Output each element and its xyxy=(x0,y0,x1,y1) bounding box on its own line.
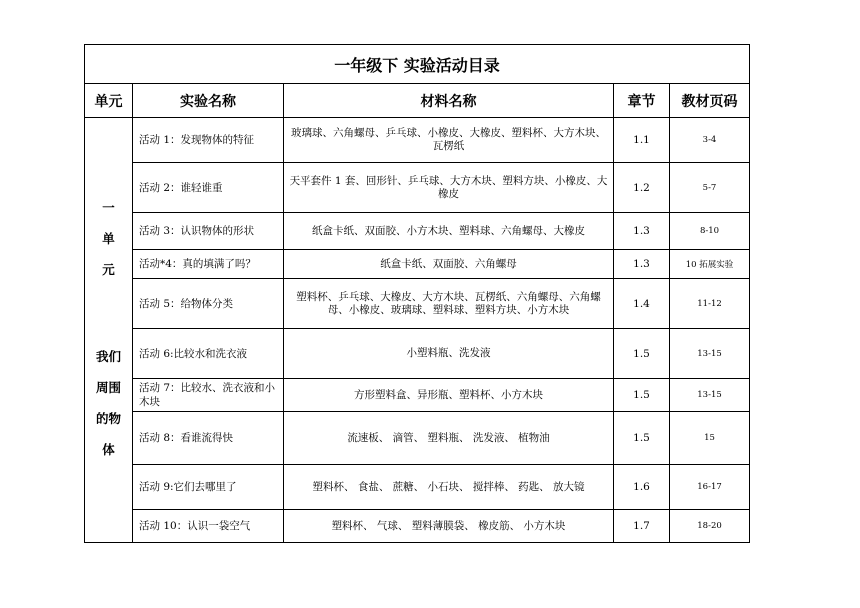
header-row xyxy=(85,84,750,118)
materials-cell: 方形塑料盒、异形瓶、塑料杯、小方木块 xyxy=(284,379,614,412)
materials-cell: 塑料杯、乒乓球、大橡皮、大方木块、瓦楞纸、六角螺母、六角螺母、小橡皮、玻璃球、塑料球、塑料方块、小方木块 xyxy=(284,279,614,329)
pages-cell: 13-15 xyxy=(670,379,750,412)
activity-name: 活动 7：比较水、洗衣液和小木块 xyxy=(133,379,284,412)
activity-name: 活动 8：看谁流得快 xyxy=(133,412,284,465)
activity-name: 活动 3：认识物体的形状 xyxy=(133,213,284,250)
pages-cell: 8-10 xyxy=(670,213,750,250)
chapter-cell: 1.5 xyxy=(614,329,670,379)
pages-cell: 16-17 xyxy=(670,465,750,510)
chapter-cell: 1.4 xyxy=(614,279,670,329)
table-row xyxy=(85,329,750,379)
materials-cell: 塑料杯、 食盐、 蔗糖、 小石块、 搅拌棒、 药匙、 放大镜 xyxy=(284,465,614,510)
table-row xyxy=(85,510,750,543)
pages-cell: 15 xyxy=(670,412,750,465)
pages-cell: 10 拓展实验 xyxy=(670,250,750,279)
chapter-cell: 1.6 xyxy=(614,465,670,510)
header-materials: 材料名称 xyxy=(284,84,614,118)
materials-cell: 玻璃球、六角螺母、乒乓球、小橡皮、大橡皮、塑料杯、大方木块、瓦楞纸 xyxy=(284,118,614,163)
materials-cell: 纸盒卡纸、双面胶、六角螺母 xyxy=(284,250,614,279)
pages-cell: 18-20 xyxy=(670,510,750,543)
table-row xyxy=(85,213,750,250)
unit-cell xyxy=(85,118,133,543)
table-row xyxy=(85,279,750,329)
pages-cell: 5-7 xyxy=(670,163,750,213)
header-experiment: 实验名称 xyxy=(133,84,284,118)
activity-name: 活动*4：真的填满了吗？ xyxy=(133,250,284,279)
table-row xyxy=(85,379,750,412)
pages-cell: 13-15 xyxy=(670,329,750,379)
table-row xyxy=(85,465,750,510)
activity-name: 活动 10：认识一袋空气 xyxy=(133,510,284,543)
chapter-cell: 1.7 xyxy=(614,510,670,543)
activity-name: 活动 1：发现物体的特征 xyxy=(133,118,284,163)
chapter-cell: 1.5 xyxy=(614,379,670,412)
chapter-cell: 1.3 xyxy=(614,213,670,250)
catalog-page xyxy=(84,44,749,543)
header-unit: 单元 xyxy=(85,84,133,118)
unit-line: 周围 xyxy=(95,380,121,395)
header-pages: 教材页码 xyxy=(670,84,750,118)
materials-cell: 小塑料瓶、洗发液 xyxy=(284,329,614,379)
activity-name: 活动 2：谁轻谁重 xyxy=(133,163,284,213)
pages-cell: 11-12 xyxy=(670,279,750,329)
unit-line: 一 xyxy=(102,200,115,215)
table-row xyxy=(85,250,750,279)
unit-line: 元 xyxy=(102,262,115,277)
header-chapter: 章节 xyxy=(614,84,670,118)
materials-cell: 流速板、 滴管、 塑料瓶、 洗发液、 植物油 xyxy=(284,412,614,465)
unit-line: 单 xyxy=(102,231,115,246)
chapter-cell: 1.2 xyxy=(614,163,670,213)
chapter-cell: 1.1 xyxy=(614,118,670,163)
unit-line: 体 xyxy=(102,442,115,457)
chapter-cell: 1.5 xyxy=(614,412,670,465)
table-row xyxy=(85,412,750,465)
materials-cell: 塑料杯、 气球、 塑料薄膜袋、 橡皮筋、 小方木块 xyxy=(284,510,614,543)
table-row xyxy=(85,163,750,213)
materials-cell: 天平套件 1 套、回形针、乒乓球、大方木块、塑料方块、小橡皮、大橡皮 xyxy=(284,163,614,213)
pages-cell: 3-4 xyxy=(670,118,750,163)
chapter-cell: 1.3 xyxy=(614,250,670,279)
activity-name: 活动 5：给物体分类 xyxy=(133,279,284,329)
table-row xyxy=(85,118,750,163)
unit-line: 我们 xyxy=(95,349,121,364)
page-title: 一年级下 实验活动目录 xyxy=(85,45,750,84)
unit-line: 的物 xyxy=(95,411,121,426)
materials-cell: 纸盒卡纸、双面胶、小方木块、塑料球、六角螺母、大橡皮 xyxy=(284,213,614,250)
activity-name: 活动 9:它们去哪里了 xyxy=(133,465,284,510)
activity-name: 活动 6:比较水和洗衣液 xyxy=(133,329,284,379)
experiment-table xyxy=(84,44,750,543)
